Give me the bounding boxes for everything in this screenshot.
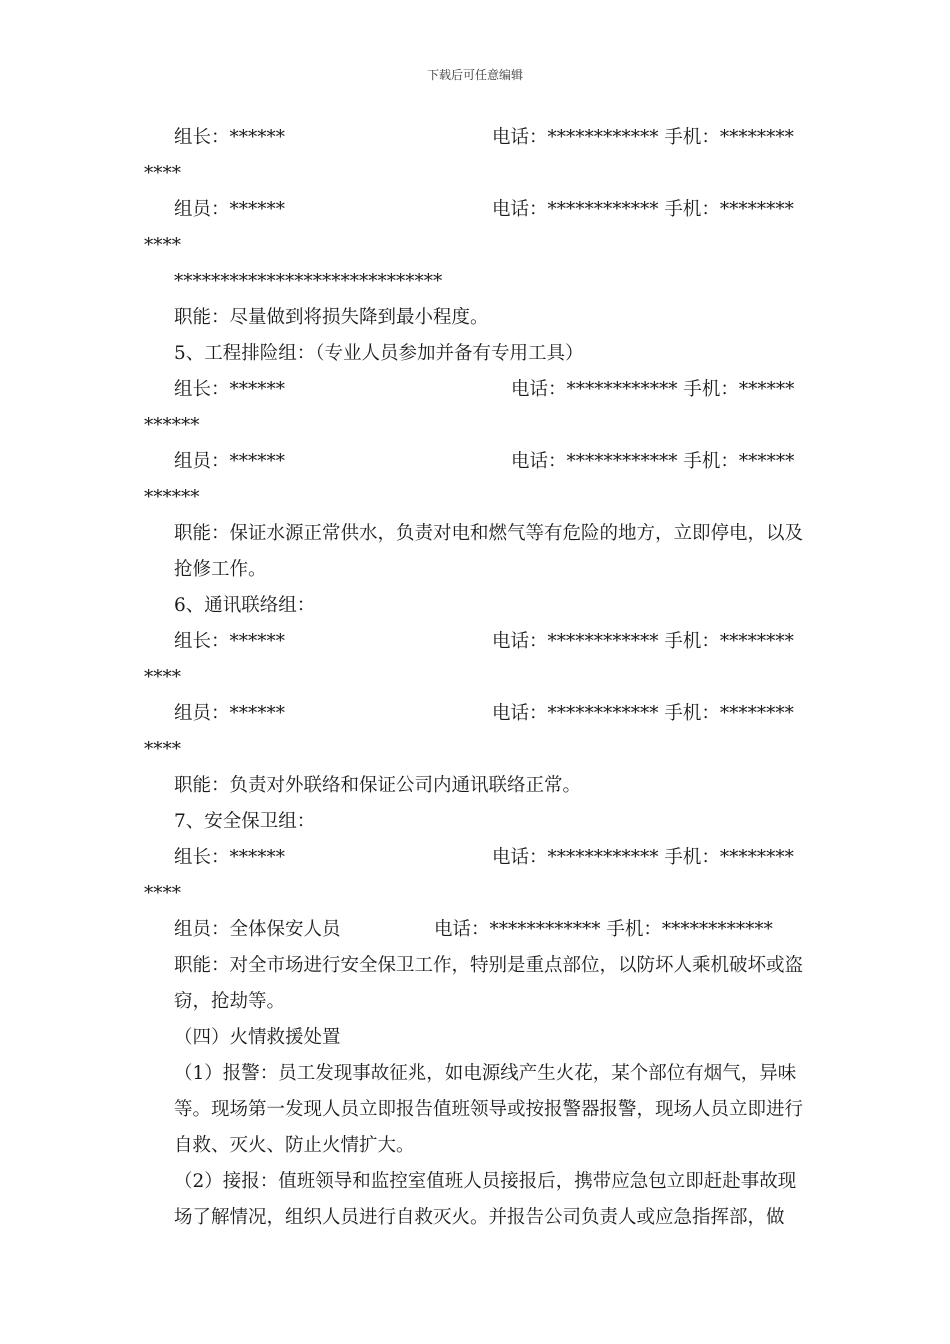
masked-line: ***************************** xyxy=(174,271,443,292)
contact-overflow: **** xyxy=(144,235,181,256)
contact-overflow: **** xyxy=(144,163,181,184)
member-name: 组员：****** xyxy=(174,451,286,472)
member-name: 组员：****** xyxy=(174,199,286,220)
section-heading: 5、工程排险组：（专业人员参加并备有专用工具） xyxy=(174,343,584,364)
section-heading: 6、通讯联络组： xyxy=(174,595,316,616)
contact-row xyxy=(144,120,808,156)
function-paragraph: 职能：保证水源正常供水，负责对电和燃气等有危险的地方，立即停电，以及抢修工作。 xyxy=(174,523,804,580)
member-contact: 电话：************ 手机：************ xyxy=(434,919,773,940)
member-name: 组长：****** xyxy=(174,127,286,148)
member-contact: 电话：************ 手机：****** xyxy=(511,451,795,472)
contact-row xyxy=(144,372,808,408)
contact-overflow: **** xyxy=(144,739,181,760)
member-name: 组长：****** xyxy=(174,631,286,652)
member-contact: 电话：************ 手机：******** xyxy=(492,199,794,220)
contact-row xyxy=(144,192,808,228)
contact-row xyxy=(144,624,808,660)
member-name: 组员：全体保安人员 xyxy=(174,919,341,940)
document-body xyxy=(144,120,808,1236)
procedure-paragraph: （1）报警：员工发现事故征兆，如电源线产生火花，某个部位有烟气，异味等。现场第一发现人员立即报告值班领导或按报警器报警，现场人员立即进行自救、灭火、防止火情扩大。 xyxy=(174,1063,804,1156)
section-heading: （四）火情救援处置 xyxy=(174,1027,341,1048)
member-contact: 电话：************ 手机：****** xyxy=(511,379,795,400)
member-contact: 电话：************ 手机：******** xyxy=(492,631,794,652)
page-header-note: 下载后可任意编辑 xyxy=(426,68,523,82)
contact-overflow: ****** xyxy=(144,415,200,436)
function-paragraph: 职能：对全市场进行安全保卫工作，特别是重点部位，以防坏人乘机破坏或盗窃，抢劫等。 xyxy=(174,955,804,1012)
section-heading: 7、安全保卫组： xyxy=(174,811,316,832)
member-contact: 电话：************ 手机：******** xyxy=(492,847,794,868)
member-contact: 电话：************ 手机：******** xyxy=(492,127,794,148)
function-paragraph: 职能：负责对外联络和保证公司内通讯联络正常。 xyxy=(174,775,582,796)
member-contact: 电话：************ 手机：******** xyxy=(492,703,794,724)
function-paragraph: 职能：尽量做到将损失降到最小程度。 xyxy=(174,307,489,328)
member-name: 组长：****** xyxy=(174,379,286,400)
contact-row xyxy=(144,696,808,732)
contact-row xyxy=(144,840,808,876)
contact-row xyxy=(144,444,808,480)
contact-overflow: **** xyxy=(144,667,181,688)
procedure-paragraph: （2）接报：值班领导和监控室值班人员接报后，携带应急包立即赶赴事故现场了解情况，组织人员进行自救灭火。并报告公司负责人或应急指挥部，做 xyxy=(174,1171,797,1228)
contact-row xyxy=(144,912,808,948)
member-name: 组员：****** xyxy=(174,703,286,724)
member-name: 组长：****** xyxy=(174,847,286,868)
contact-overflow: **** xyxy=(144,883,181,904)
contact-overflow: ****** xyxy=(144,487,200,508)
